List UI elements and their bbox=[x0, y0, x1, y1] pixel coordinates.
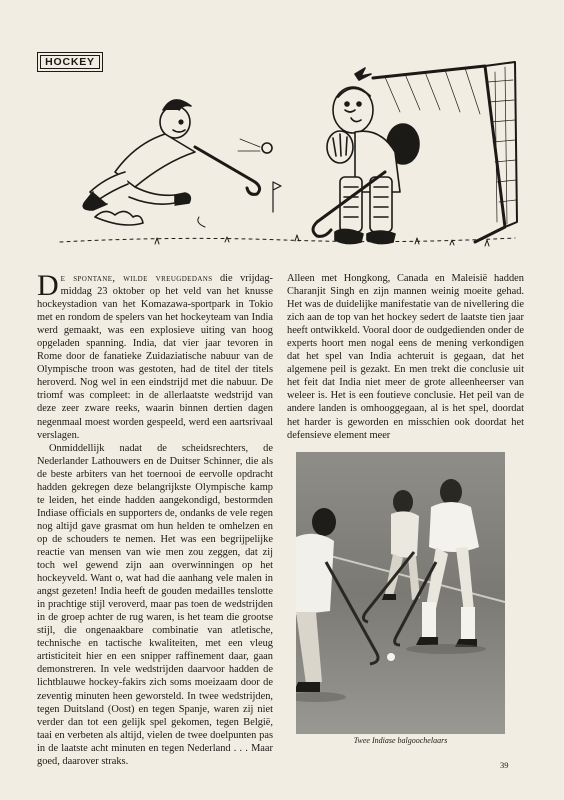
hockey-photo bbox=[296, 452, 505, 734]
paragraph-3: Alleen met Hongkong, Canada en Maleisië hadden Charanjit Singh en zijn mannen weinig moeite gehad. Het was de duidelijke manifestatie van de nivellering die zich aan de top van het hockey sedert de laatste tien jaar heeft ontwikkeld. Vooral door de oudgedienden onder de experts hoort men nogal eens de mening verkondigen dat het spel van India achteruit is gegaan, dat het algemene peil is gezakt. En men trekt die conclusie uit het feit dat India niet meer de grote alleenheerser van weleer is. Het is een foutieve conclusie. Het peil van de andere landen is omhooggegaan, al is het spel, doordat het harder is geworden en misschien ook doordat het defensieve element meer bbox=[287, 273, 524, 441]
article-column-right bbox=[287, 272, 524, 447]
lead-paragraph bbox=[37, 272, 273, 442]
lead-smallcaps: e spontane, wilde vreugdedans bbox=[60, 273, 213, 284]
article-column-left bbox=[37, 272, 273, 772]
page-number: 39 bbox=[500, 760, 509, 770]
drop-cap: D bbox=[37, 272, 59, 302]
section-label: HOCKEY bbox=[40, 55, 100, 69]
lead-text: die vrijdag-middag 23 oktober op het veld van het knusse hockeystadion van het Komazawa-sportpark in Tokio met en rondom de spelers van het hockeyteam van India werd gemaakt, was een explosieve uiting van hoog opgeladen spanning. India, dat vier jaar tevoren in Rome door de fanatieke Zuidaziatische nabuur van de Olympische troon was gestoten, had de titel der titels heroverd. Nog wel in een eindstrijd met die nabuur. De triomf was compleet: in de allerlaatste wedstrijd van deze zeer zware reeks, waarin binnen dertien dagen negenmaal moest worden gespeeld, werd een aartsrivaal verslagen. bbox=[37, 273, 273, 441]
hockey-photo-image bbox=[296, 452, 505, 734]
photo-caption: Twee Indiase balgoochelaars bbox=[353, 736, 448, 745]
hockey-cartoon-illustration bbox=[55, 52, 520, 262]
paragraph-2: Onmiddellijk nadat de scheidsrechters, de Nederlander Lathouwers en de Duitser Schinner, die als de beste arbiters van het toernooi de eervolle opdracht hadden gekregen deze belangrijkste Olympische kamp te leiden, het einde hadden aangekondigd, bestormden Indiase officials en supporters de, ondanks de vele regen nog altijd gave grasmat om hun helden te omhelzen en op de schouders te nemen. Het was een begrijpelijke reactie van mensen van wie men zou zeggen, dat zij toch wel gewend zijn aan overwinningen op het hockeyveld. Want o, wat had die aanhang vele malen in angst gezeten! India heeft de gouden medailles tenslotte in prachtige stijl veroverd, maar pas toen de wedstrijden in de groep achter de rug waren, is het team die grootse stijl, die ongenaakbare combinatie van atletische, technische en tactische kwaliteiten, met een vleug artisticiteit hier en een snipper raffinement daar, gaan demonstreren. In vele wedstrijden daarvoor hadden de lichtblauwe hockey-fakirs zich soms moeizaam door de zeventig minuten heen geworsteld. In twee wedstrijden, tegen Duitsland (Oost) en tegen Spanje, waren zij niet verder dan tot een gelijk spel gekomen, tegen België, taai en verbeten als altijd, vielen de twee doelpunten pas in de laatste acht minuten en tegen Nederland . . . Maar goed, daarover straks. bbox=[37, 442, 273, 767]
